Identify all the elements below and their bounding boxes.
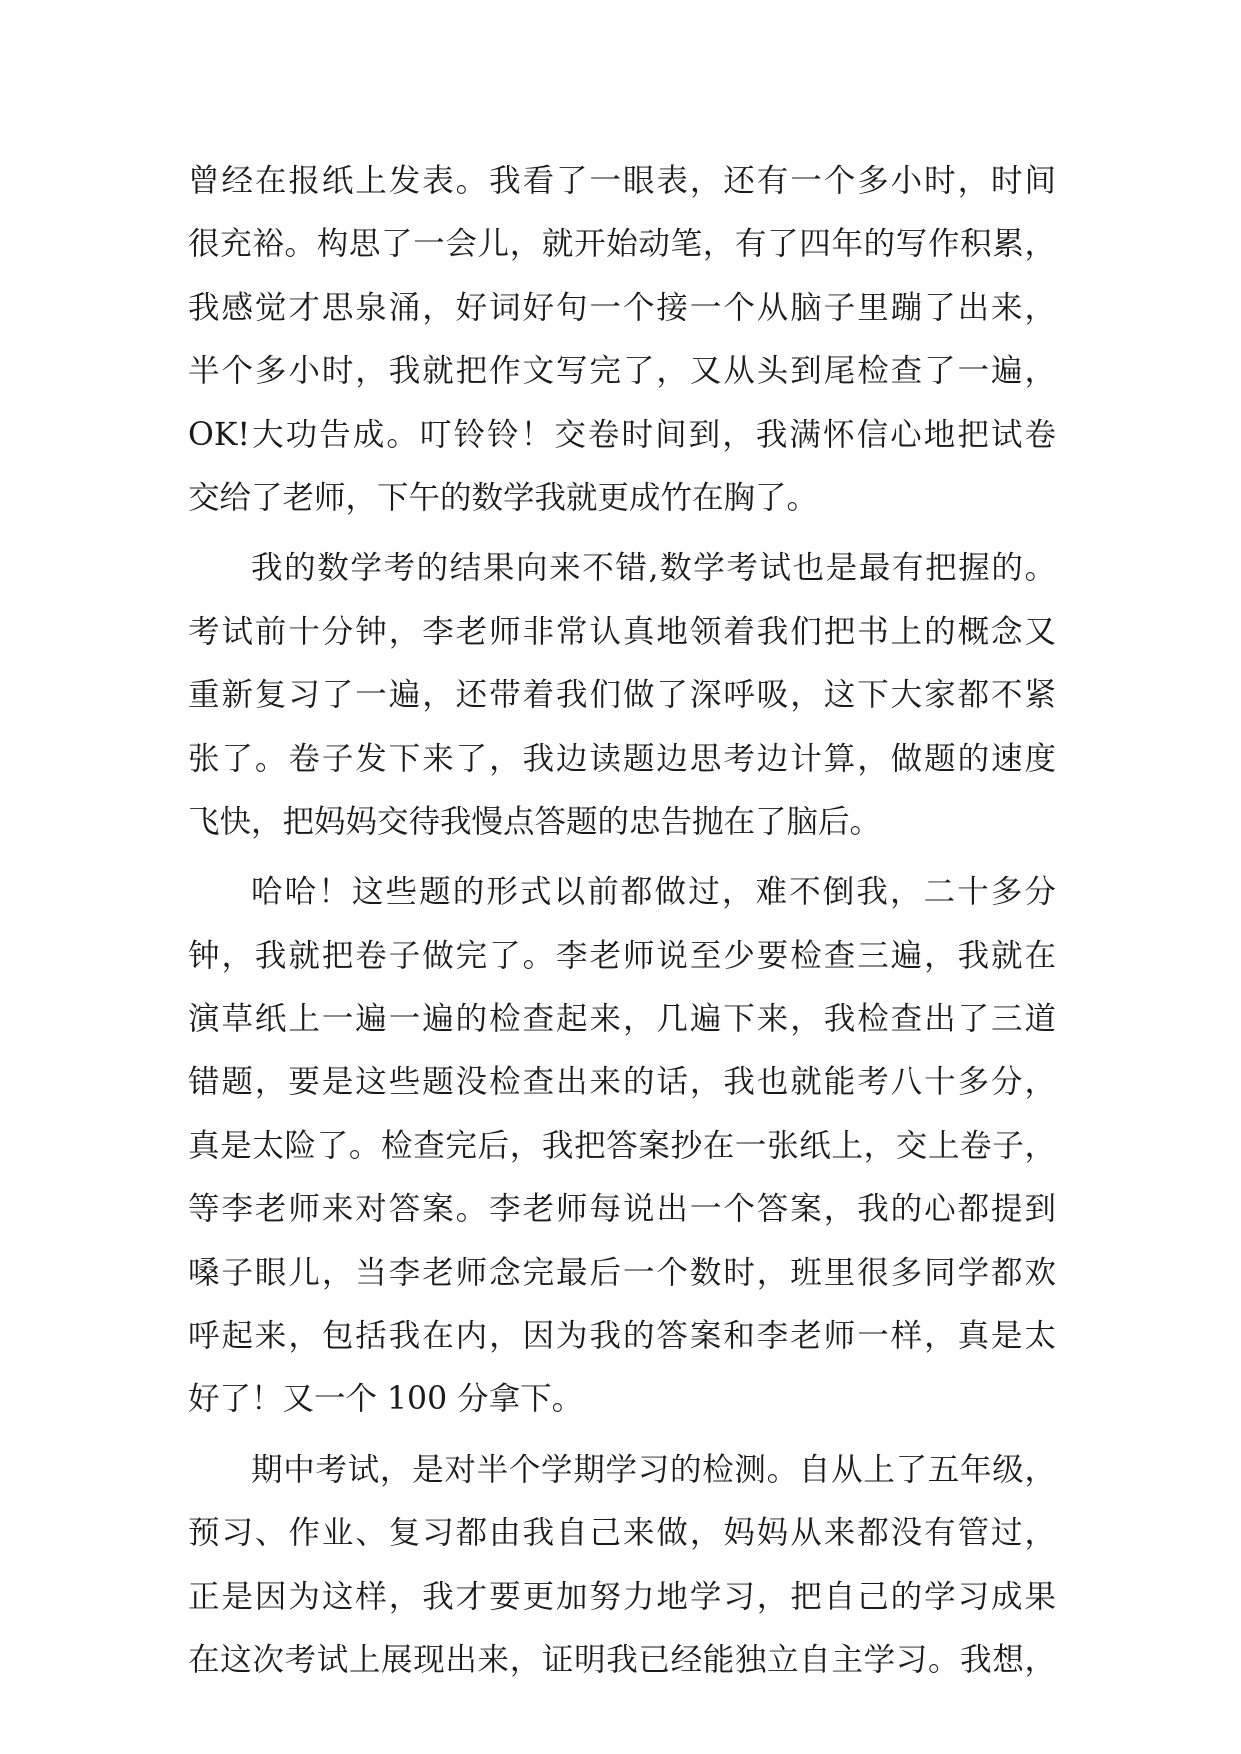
text-line: 交给了老师，下午的数学我就更成竹在胸了。 [188, 479, 819, 516]
text-line: 在这次考试上展现出来，证明我已经能独立自主学习。我想， [188, 1641, 1056, 1678]
text-line: 钟，我就把卷子做完了。李老师说至少要检查三遍，我就在 [188, 937, 1056, 974]
text-line: 真是太险了。检查完后，我把答案抄在一张纸上，交上卷子， [188, 1127, 1056, 1164]
text-line: 错题，要是这些题没检查出来的话，我也就能考八十多分， [188, 1064, 1056, 1101]
text-line: 呼起来，包括我在内，因为我的答案和李老师一样，真是太 [188, 1318, 1056, 1355]
paragraph-4 [188, 1439, 1056, 1693]
text-line: 哈哈！这些题的形式以前都做过，难不倒我，二十多分 [251, 874, 1056, 911]
text-line: 我感觉才思泉涌，好词好句一个接一个从脑子里蹦了出来， [188, 289, 1056, 326]
text-line: OK!大功告成。叮铃铃！交卷时间到，我满怀信心地把试卷 [188, 416, 1056, 453]
paragraph-3 [188, 861, 1056, 1432]
text-line: 好了！又一个 100 分拿下。 [188, 1381, 584, 1418]
text-line: 期中考试，是对半个学期学习的检测。自从上了五年级， [251, 1451, 1056, 1488]
text-line: 飞快，把妈妈交待我慢点答题的忠告抛在了脑后。 [188, 803, 882, 840]
text-line: 正是因为这样，我才要更加努力地学习，把自己的学习成果 [188, 1578, 1056, 1615]
text-line: 很充裕。构思了一会儿，就开始动笔，有了四年的写作积累， [188, 226, 1056, 263]
text-line: 嗓子眼儿，当李老师念完最后一个数时，班里很多同学都欢 [188, 1254, 1056, 1291]
text-line: 半个多小时，我就把作文写完了，又从头到尾检查了一遍， [188, 353, 1056, 390]
text-line: 曾经在报纸上发表。我看了一眼表，还有一个多小时，时间 [188, 163, 1056, 199]
paragraph-1 [188, 150, 1056, 530]
text-line: 我的数学考的结果向来不错,数学考试也是最有把握的。 [251, 550, 1056, 587]
text-line: 张了。卷子发下来了，我边读题边思考边计算，做题的速度 [188, 740, 1056, 777]
text-line: 演草纸上一遍一遍的检查起来，几遍下来，我检查出了三道 [188, 1001, 1056, 1038]
paragraph-2 [188, 537, 1056, 854]
text-line: 重新复习了一遍，还带着我们做了深呼吸，这下大家都不紧 [188, 677, 1056, 714]
text-line: 考试前十分钟，李老师非常认真地领着我们把书上的概念又 [188, 613, 1056, 650]
text-line: 预习、作业、复习都由我自己来做，妈妈从来都没有管过， [188, 1515, 1056, 1552]
text-line: 等李老师来对答案。李老师每说出一个答案，我的心都提到 [188, 1191, 1056, 1228]
document-page [188, 150, 1056, 1699]
